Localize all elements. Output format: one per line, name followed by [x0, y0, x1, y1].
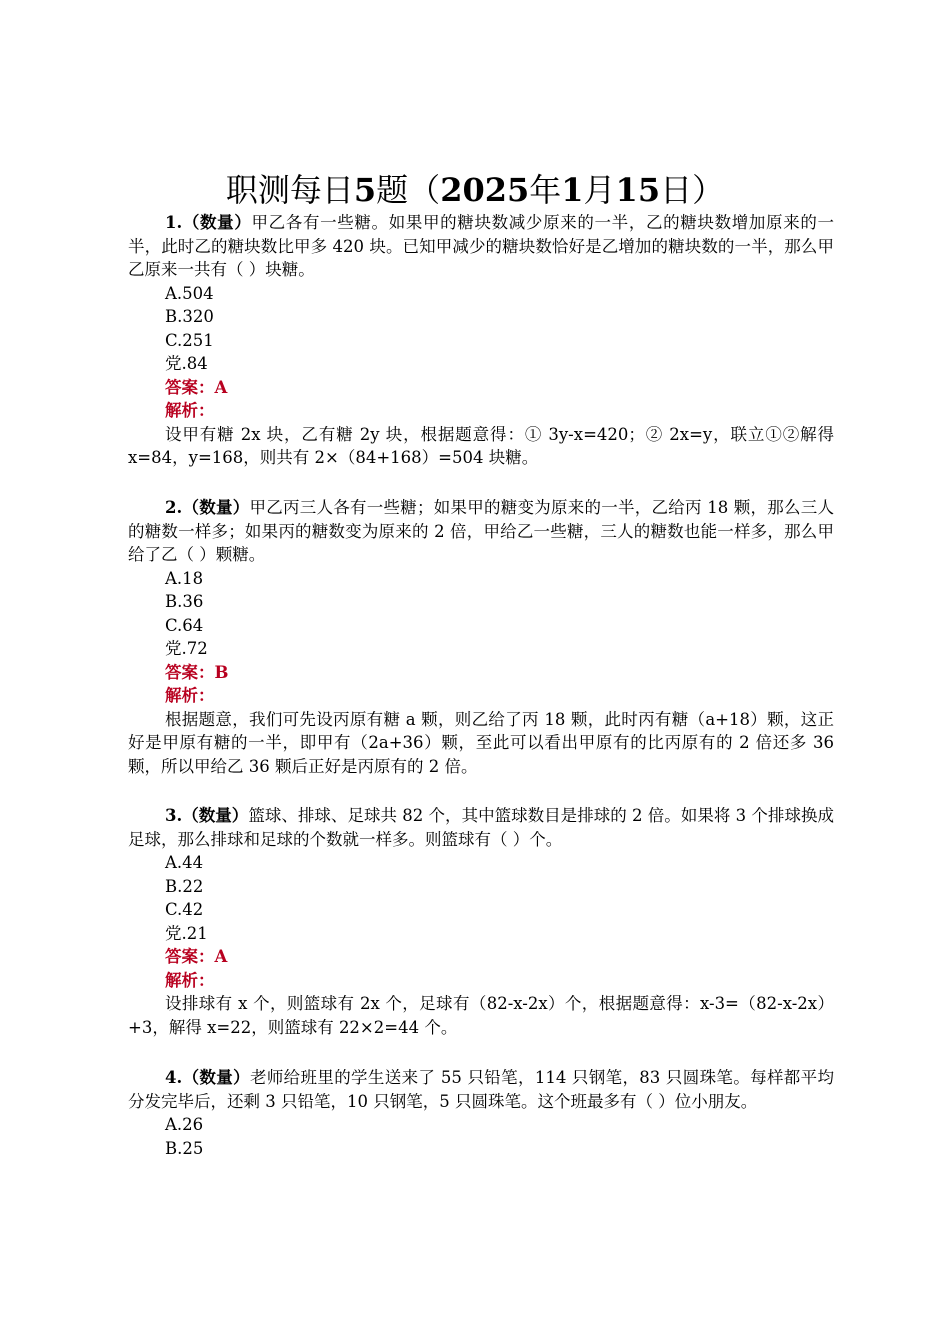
question-stem: [128, 496, 834, 567]
question-number: 1.（数量）: [165, 213, 252, 232]
question-1: [128, 211, 834, 470]
question-text: 甲乙各有一些糖。如果甲的糖块数减少原来的一半，乙的糖块数增加原来的一半，此时乙的糖块数比甲多 420 块。已知甲减少的糖块数恰好是乙增加的糖块数的一半，那么甲乙原来一共有（ ）块糖。: [128, 213, 834, 279]
option-b: B.22: [165, 876, 204, 896]
explanation: 根据题意，我们可先设丙原有糖 a 颗，则乙给了丙 18 颗，此时丙有糖（a+18）颗，这正好是甲原有糖的一半，即甲有（2a+36）颗，至此可以看出甲原有的比丙原有的 2 倍还多 36 颗，所以甲给乙 36 颗后正好是丙原有的 2 倍。: [128, 709, 834, 776]
title-month: 1: [561, 171, 584, 209]
question-text: 篮球、排球、足球共 82 个，其中篮球数目是排球的 2 倍。如果将 3 个排球换成足球，那么排球和足球的个数就一样多。则篮球有（ ）个。: [128, 806, 834, 849]
question-3: [128, 804, 834, 1039]
title-month-unit: 月: [583, 171, 616, 209]
title-year: 2025: [440, 171, 530, 209]
title-count: 5: [353, 171, 377, 209]
option-c: C.64: [165, 615, 204, 635]
explanation: 设甲有糖 2x 块，乙有糖 2y 块，根据题意得：① 3y-x=420；② 2x=y，联立①②解得 x=84，y=168，则共有 2×（84+168）=504 块糖。: [128, 424, 834, 467]
option-b: B.25: [165, 1138, 204, 1158]
answer: 答案：B: [165, 662, 229, 682]
answer: 答案：A: [165, 377, 228, 397]
option-a: A.504: [165, 283, 214, 303]
question-number: 2.（数量）: [165, 498, 250, 517]
option-d: 党.72: [165, 639, 208, 658]
option-d: 党.21: [165, 923, 208, 943]
title-day: 15: [615, 171, 661, 209]
question-text: 甲乙丙三人各有一些糖；如果甲的糖变为原来的一半，乙给丙 18 颗，那么三人的糖数一样多；如果丙的糖数变为原来的 2 倍，甲给乙一些糖，三人的糖数也能一样多，那么甲给了乙（ ）颗糖。: [128, 498, 834, 564]
option-b: B.320: [165, 307, 214, 326]
question-number: 3.（数量）: [165, 806, 249, 825]
question-text: 老师给班里的学生送来了 55 只铅笔，114 只钢笔，83 只圆珠笔。每样都平均分发完毕后，还剩 3 只铅笔，10 只钢笔，5 只圆珠笔。这个班最多有（ ）位小朋友。: [128, 1068, 835, 1111]
option-c: C.251: [165, 330, 214, 350]
answer: 答案：A: [165, 947, 228, 966]
question-stem: [128, 1066, 834, 1113]
question-2: [128, 496, 834, 778]
title-prefix: 职测每日: [225, 171, 354, 209]
option-c: C.42: [165, 900, 204, 919]
explanation-heading: 解析：: [165, 401, 215, 420]
question-stem: [128, 804, 834, 851]
option-d: 党.84: [165, 354, 208, 373]
question-4: [128, 1066, 834, 1160]
option-b: B.36: [165, 592, 204, 611]
explanation: 设排球有 x 个，则篮球有 2x 个，足球有（82-x-2x）个，根据题意得：x-3=（82-x-2x）+3，解得 x=22，则篮球有 22×2=44 个。: [128, 994, 834, 1037]
page-title: [0, 168, 950, 212]
explanation-heading: 解析：: [165, 970, 215, 990]
title-mid: 题（: [376, 171, 441, 209]
question-number: 4.（数量）: [165, 1068, 250, 1087]
title-day-unit: 日）: [660, 171, 725, 209]
option-a: A.18: [165, 568, 204, 588]
explanation-heading: 解析：: [165, 686, 215, 705]
title-year-unit: 年: [529, 171, 562, 209]
question-stem: [128, 211, 834, 282]
option-a: A.44: [165, 853, 204, 872]
option-a: A.26: [165, 1115, 204, 1134]
